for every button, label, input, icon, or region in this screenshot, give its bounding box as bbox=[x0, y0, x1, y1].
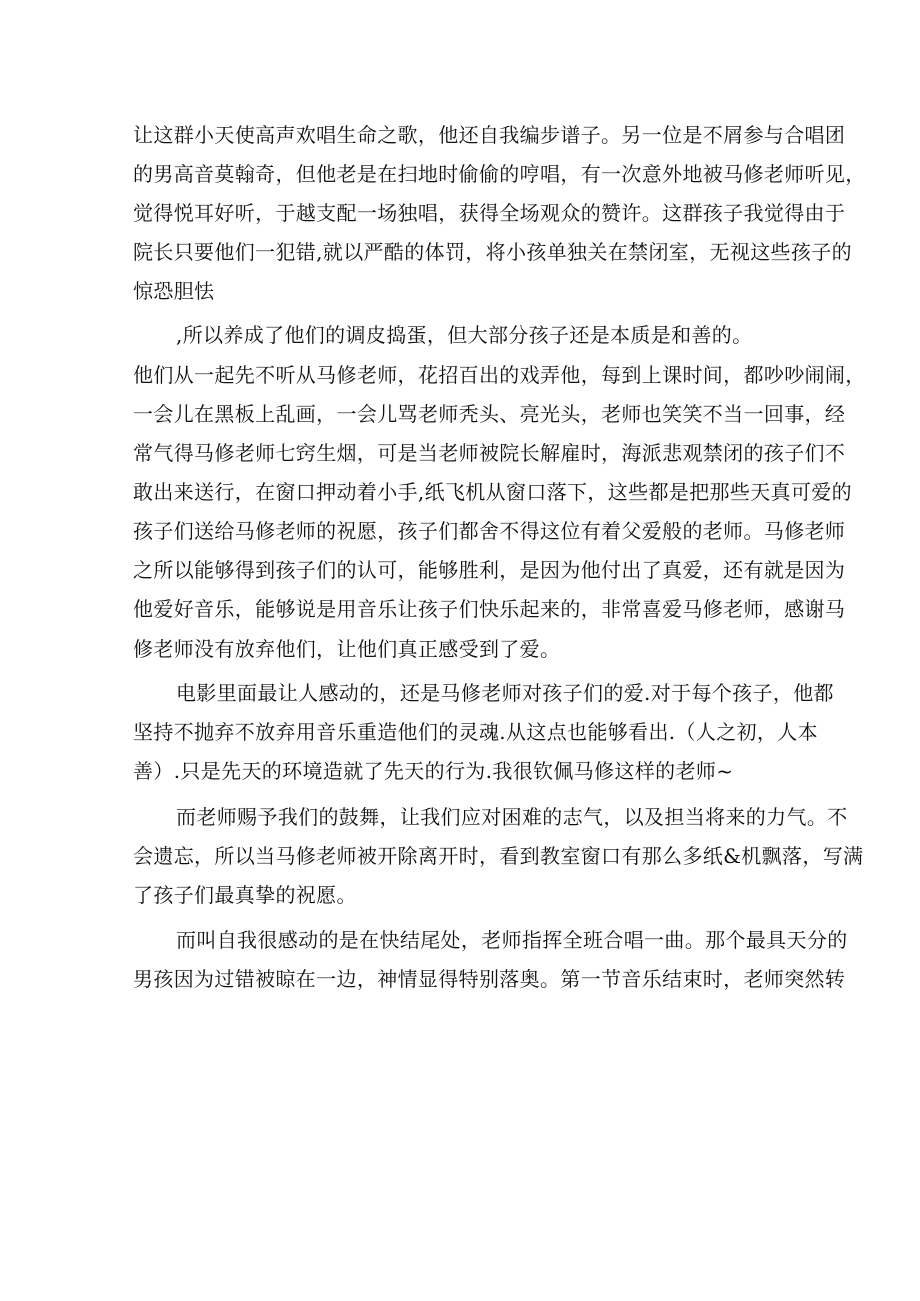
text-line: 而老师赐予我们的鼓舞，让我们应对困难的志气，以及担当将来的力气。不 bbox=[176, 805, 848, 829]
text-line: 了孩子们最真挚的祝愿。 bbox=[133, 883, 357, 907]
text-line: ,所以养成了他们的调皮捣蛋，但大部分孩子还是本质是和善的。 bbox=[176, 323, 753, 347]
text-line: 他爱好音乐，能够说是用音乐让孩子们快乐起来的，非常喜爱马修老师，感谢马 bbox=[133, 597, 846, 621]
text-line: 会遗忘，所以当马修老师被开除离开时，看到教室窗口有那么多纸&机飘落，写满 bbox=[133, 844, 864, 868]
text-line: 觉得悦耳好听，于越支配一场独唱，获得全场观众的赞许。这群孩子我觉得由于 bbox=[133, 201, 846, 225]
text-line: 让这群小天使高声欢唱生命之歌，他还自我编步谱子。另一位是不屑参与合唱团 bbox=[133, 123, 846, 147]
text-line: 孩子们送给马修老师的祝愿，孩子们都舍不得这位有着父爱般的老师。马修老师 bbox=[133, 519, 846, 543]
text-line: 惊恐胆怯 bbox=[133, 279, 215, 303]
text-line: 一会儿在黑板上乱画，一会儿骂老师秃头、亮光头，老师也笑笑不当一回事，经 bbox=[133, 402, 846, 426]
text-line: 常气得马修老师七窍生烟，可是当老师被院长解雇时，海派悲观禁闭的孩子们不 bbox=[133, 441, 846, 465]
text-line: 善）.只是先天的环境造就了先天的行为.我很钦佩马修这样的老师~ bbox=[133, 759, 734, 783]
text-line: 修老师没有放弃他们，让他们真正感受到了爱。 bbox=[133, 637, 561, 661]
text-line: 院长只要他们一犯错,就以严酷的体罚，将小孩单独关在禁闭室，无视这些孩子的 bbox=[133, 240, 852, 264]
text-line: 电影里面最让人感动的，还是马修老师对孩子们的爱.对于每个孩子，他都 bbox=[176, 681, 834, 705]
text-line: 男孩因为过错被晾在一边，神情显得特别落奥。第一节音乐结束时，老师突然转 bbox=[133, 967, 846, 991]
text-line: 他们从一起先不听从马修老师，花招百出的戏弄他，每到上课时间，都吵吵闹闹， bbox=[133, 363, 866, 387]
text-line: 敢出来送行，在窗口押动着小手,纸飞机从窗口落下，这些都是把那些天真可爱的 bbox=[133, 480, 852, 504]
text-line: 之所以能够得到孩子们的认可，能够胜利，是因为他付出了真爱，还有就是因为 bbox=[133, 558, 846, 582]
text-line: 坚持不抛弃不放弃用音乐重造他们的灵魂.从这点也能够看出.（人之初，人本 bbox=[133, 720, 818, 744]
text-line: 而叫自我很感动的是在快结尾处，老师指挥全班合唱一曲。那个最具天分的 bbox=[176, 928, 848, 952]
text-line: 的男高音莫翰奇，但他老是在扫地时偷偷的哼唱，有一次意外地被马修老师听见， bbox=[133, 162, 866, 186]
